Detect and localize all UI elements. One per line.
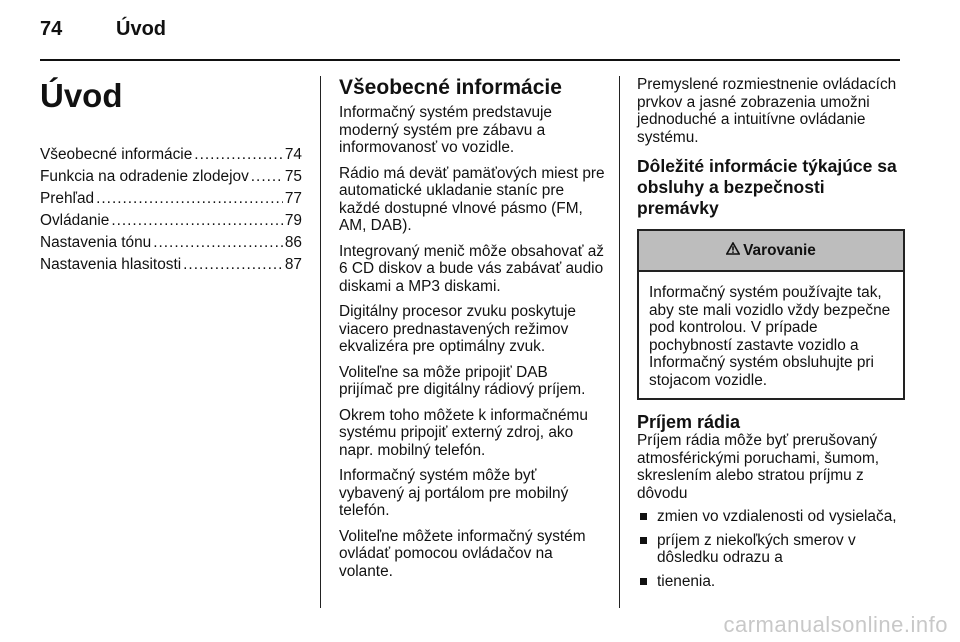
paragraph: Digitálny procesor zvuku poskytuje viacero prednastavených režimov ekvalizéra pre optimálny zvuk. [339, 303, 576, 355]
toc-entry[interactable] [40, 146, 302, 168]
toc-leader [251, 168, 283, 186]
paragraph: Okrem toho môžete k informačnému systému pripojiť externý zdroj, ako napr. mobilný telefón. [339, 406, 588, 459]
toc-leader [153, 234, 283, 252]
warning-text: Informačný systém používajte tak, aby ste mali vozidlo vždy bezpečne pod kontrolou. V prípade pochybností zastavte vozidlo a Informačný systém obsluhujte pri stojacom vozidle. [649, 284, 891, 389]
column-2 [339, 76, 605, 588]
toc-page: 75 [284, 168, 302, 185]
toc-label: Nastavenia tónu [40, 234, 152, 251]
list-item-text: zmien vo vzdialenosti od vysielača, [657, 508, 897, 525]
watermark: carmanualsonline.info [723, 612, 948, 637]
toc-entry[interactable] [40, 212, 302, 234]
toc-leader [96, 190, 283, 208]
list-item [637, 573, 905, 591]
section-heading-safety: Dôležité informácie týkajúce sa obsluhy a bezpečnosti premávky [637, 156, 897, 218]
section-heading-general-info: Všeobecné informácie [339, 76, 562, 99]
toc-page: 79 [284, 212, 302, 229]
toc-entry[interactable] [40, 256, 302, 278]
paragraph: Informačný systém predstavuje moderný systém pre zábavu a informovanosť vo vozidle. [339, 104, 552, 156]
table-of-contents [40, 146, 302, 278]
warning-triangle-icon [726, 242, 740, 260]
warning-header [639, 231, 903, 272]
bullet-square-icon [640, 513, 647, 520]
intro-paragraph: Premyslené rozmiestnenie ovládacích prvkov a jasné zobrazenia umožni jednoduché a intuitívne ovládanie systému. [637, 76, 897, 146]
toc-leader [194, 146, 283, 164]
toc-label: Funkcia na odradenie zlodejov [40, 168, 249, 185]
column-divider-2 [619, 76, 620, 608]
toc-entry[interactable] [40, 168, 302, 190]
paragraph: Integrovaný menič môže obsahovať až 6 CD diskov a bude vás zabávať audio diskami a MP3 diskami. [339, 242, 604, 295]
page-header-title: Úvod [116, 18, 166, 40]
header-rule [40, 59, 900, 61]
toc-leader [183, 256, 283, 274]
warning-title: Varovanie [743, 241, 816, 259]
toc-entry[interactable] [40, 234, 302, 256]
page-number: 74 [40, 18, 63, 40]
section-heading-radio-reception: Príjem rádia [637, 412, 741, 432]
chapter-title: Úvod [40, 77, 123, 114]
bullet-square-icon [640, 578, 647, 585]
toc-label: Prehľad [40, 190, 95, 207]
list-item-text: tienenia. [657, 572, 716, 590]
column-1 [40, 76, 302, 278]
toc-label: Ovládanie [40, 212, 110, 229]
paragraph: Informačný systém môže byť vybavený aj portálom pre mobilný telefón. [339, 467, 569, 519]
toc-page: 74 [284, 146, 302, 163]
list-item-text: príjem z niekoľkých smerov v dôsledku odrazu a [657, 531, 856, 566]
radio-reception-text: Príjem rádia môže byť prerušovaný atmosférickými poruchami, šumom, skreslením alebo stratou príjmu z dôvodu [637, 432, 880, 502]
toc-label: Nastavenia hlasitosti [40, 256, 182, 273]
bullet-square-icon [640, 537, 647, 544]
toc-entry[interactable] [40, 190, 302, 212]
warning-box [637, 229, 905, 400]
toc-page: 77 [284, 190, 302, 207]
paragraph: Voliteľne môžete informačný systém ovládať pomocou ovládačov na volante. [339, 527, 586, 580]
toc-page: 87 [284, 256, 302, 273]
list-item [637, 532, 905, 567]
column-3 [637, 76, 905, 596]
column-divider-1 [320, 76, 321, 608]
toc-leader [111, 212, 283, 230]
paragraph: Voliteľne sa môže pripojiť DAB prijímač pre digitálny rádiový príjem. [339, 363, 586, 398]
toc-label: Všeobecné informácie [40, 146, 193, 163]
toc-page: 86 [284, 234, 302, 251]
list-item [637, 508, 905, 526]
paragraph: Rádio má deväť pamäťových miest pre automatické ukladanie staníc pre každé dostupné vlnové pásmo (FM, AM, DAB). [339, 164, 605, 234]
bullet-list [637, 508, 905, 590]
